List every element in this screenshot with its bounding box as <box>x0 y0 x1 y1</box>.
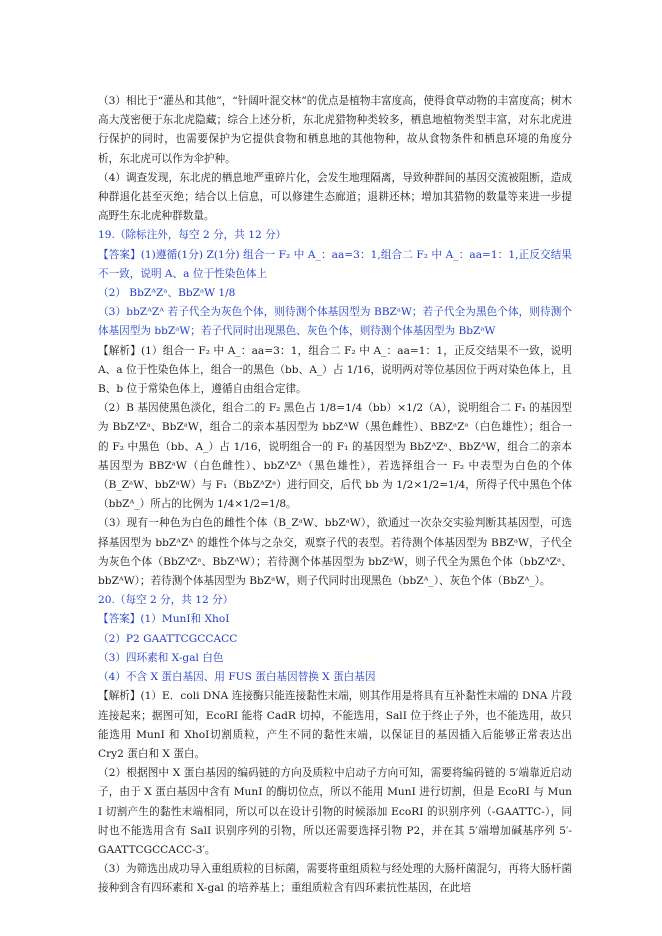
analysis-19-2: （2）B 基因使黑色淡化，组合二的 F₂ 黑色占 1/8=1/4（bb）×1/2（A），说明组合二 F₁ 的基因型为 BbZᴬZᵃ、BbZᵃW，组合二的亲本基因型为 bbZᴬW（黑色雌性）、BBZᵃZᵃ（白色雄性）；组合一的 F₂ 中黑色（bb、A_）占 1/16，说明组合一的 F₁ 的基因型为 BbZᴬZᵃ、BbZᴬW，组合二的亲本基因型为 BBZᵃW（白色雌性）、bbZᴬZᴬ（黑色雄性），若选择组合一 F₂ 中表型为白色的个体（B_ZᵃW、bbZᵃW）与 F₁（BbZᴬZᵃ）进行回交，后代 bb 为 1/2×1/2=1/4，所得子代中黑色个体（bbZᴬ_）所占的比例为 1/4×1/2=1/8。 <box>98 402 572 511</box>
answer-19-2: （2） BbZᴬZᵃ、BbZᵃW 1/8 <box>98 287 236 300</box>
analysis-19-3: （3）现有一种色为白色的雌性个体（B_ZᵃW、bbZᵃW），欲通过一次杂交实验判断其基因型，可选择基因型为 bbZᴬZᴬ 的雄性个体与之杂交，观察子代的表型。若待测个体基因型为 BBZᵃW，子代全为灰色个体（BbZᴬZᵃ、BbZᴬW）；若待测个体基因型为 bbZᵃW，则子代全为黑色个体（bbZᴬZᵃ、bbZᴬW）；若待测个体基因型为 BbZᵃW，则子代同时出现黑色（bbZᴬ_）、灰色个体（BbZᴬ_）。 <box>98 517 572 588</box>
answer-20-4: （4）不含 X 蛋白基因、用 FUS 蛋白基因替换 X 蛋白基因 <box>98 671 376 684</box>
question-19-header: 19.（除标注外，每空 2 分，共 12 分） <box>98 229 287 242</box>
analysis-20-3: （3）为筛选出成功导入重组质粒的目标菌，需要将重组质粒与经处理的大肠杆菌混匀，再将大肠杆菌接种到含有四环素和 X-gal 的培养基上；重组质粒含有四环素抗性基因，在此培 <box>98 863 572 895</box>
answer-20-2: （2）P2 GAATTCGCCACC <box>98 632 238 645</box>
paragraph-18-3: （3）相比于“灌丛和其他”，“针阔叶混交林”的优点是植物丰富度高，使得食草动物的丰富度高；树木高大茂密便于东北虎隐藏；综合上述分析，东北虎猎物种类较多，栖息地植物类型丰富，对东北虎进行保护的同时，也需要保护为它提供食物和栖息地的其他物种，故从食物条件和栖息环境的角度分析，东北虎可以作为伞护种。 <box>98 95 572 165</box>
question-20-header: 20.（每空 2 分，共 12 分） <box>98 594 234 607</box>
analysis-20-2: （2）根据图中 X 蛋白基因的编码链的方向及质粒中启动子方向可知，需要将编码链的 5′端靠近启动子，由于 X 蛋白基因中含有 MunI 的酶切位点，所以不能用 MunI 进行切割，但是 EcoRI 与 Mun I 切割产生的黏性末端相同，所以可以在设计引物的时候添加 EcoRI 的识别序列（-GAATTC-），同时也不能选用含有 SalI 识别序列的引物，所以还需要选择引物 P2，并在其 5′端增加碱基序列 5′-GAATTCGCCACC-3′。 <box>98 767 572 856</box>
answer-text-body <box>98 92 572 899</box>
paragraph-18-4: （4）调查发现，东北虎的栖息地严重碎片化，会发生地理隔离，导致种群间的基因交流被阻断，造成种群退化甚至灭绝；结合以上信息，可以修建生态廊道；退耕还林；增加其猎物的数量等来进一步提高野生东北虎种群数量。 <box>98 171 572 223</box>
answer-19-1: 【答案】(1)遵循(1分) Z(1分) 组合一 F₂ 中 A_：aa=3：1,组合二 F₂ 中 A_：aa=1：1,正反交结果不一致，说明 A、a 位于性染色体上 <box>98 248 572 280</box>
analysis-19-1: 【解析】(1）组合一 F₂ 中 A_：aa=3：1，组合二 F₂ 中 A_：aa=1：1，正反交结果不一致，说明 A、a 位于性染色体上，组合一的黑色（bb、A_）占 1/16，说明两对等位基因位于两对染色体上，且 B、b 位于常染色体上，遵循自由组合定律。 <box>98 344 572 396</box>
answer-19-3: （3）bbZᴬZᴬ 若子代全为灰色个体，则待测个体基因型为 BBZᵃW；若子代全为黑色个体，则待测个体基因型为 bbZᵃW；若子代同时出现黑色、灰色个体，则待测个体基因型为 BbZᵃW <box>98 306 572 338</box>
answer-20-3: （3）四环素和 X-gal 白色 <box>98 651 224 664</box>
answer-20-1: 【答案】(1）MunI和 XhoI <box>98 613 230 626</box>
analysis-20-1: 【解析】(1）E．coli DNA 连接酶只能连接黏性末端，则其作用是将具有互补黏性末端的 DNA 片段连接起来；据图可知，EcoRI 能将 CadR 切掉，不能选用，SalI 位于终止子外，也不能选用，故只能选用 MunI 和 XhoI切割质粒，产生不同的黏性末端，以保证目的基因插入后能够正常表达出 Cry2 蛋白和 X 蛋白。 <box>98 690 572 760</box>
